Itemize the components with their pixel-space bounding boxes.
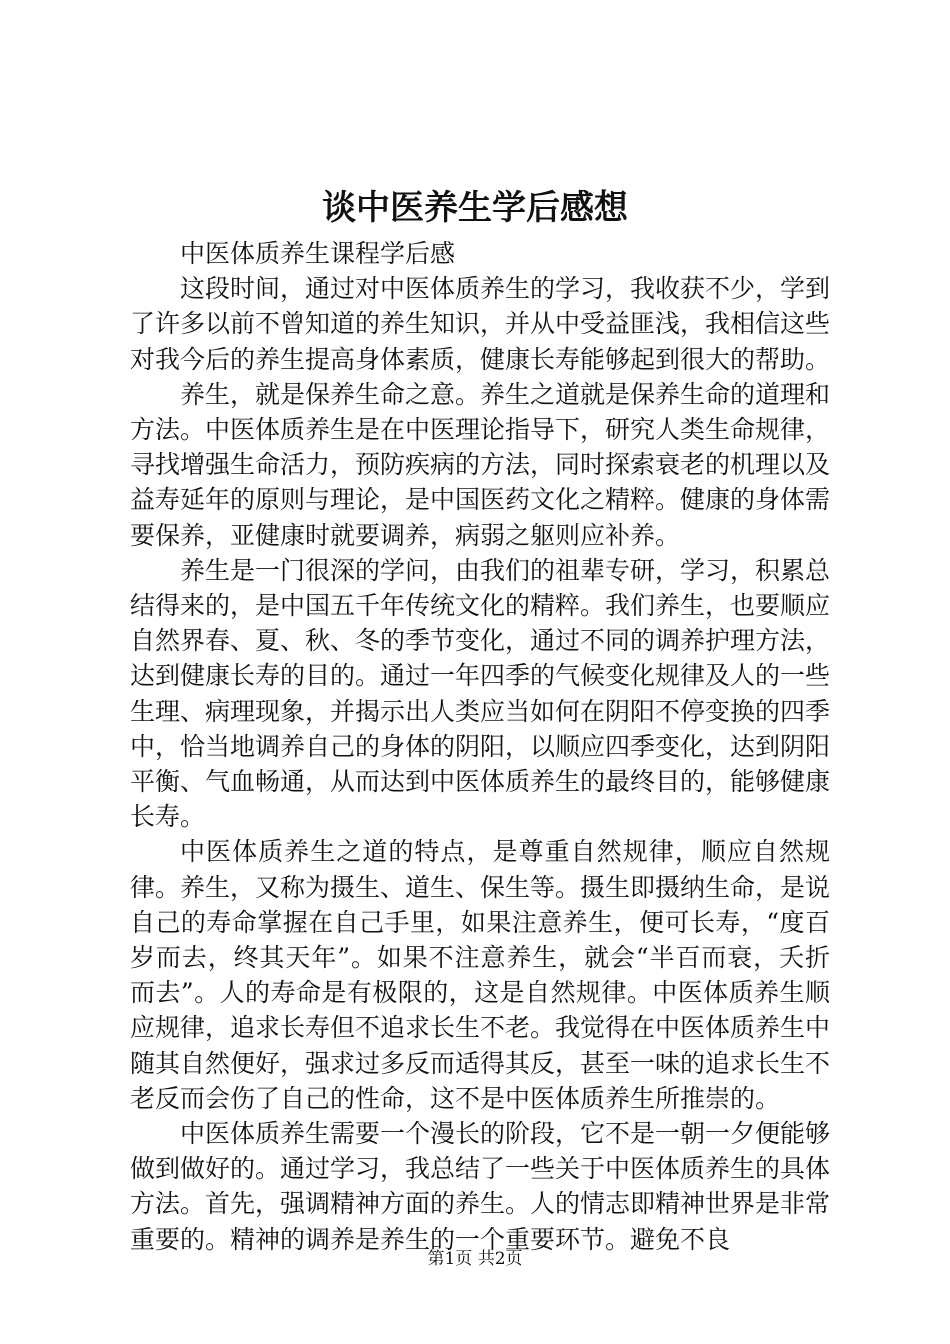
document-title: 谈中医养生学后感想 (322, 188, 628, 228)
body-paragraph-5: 中医体质养生需要一个漫长的阶段，它不是一朝一夕便能够做到做好的。通过学习，我总结了一些关于中医体质养生的具体方法。首先，强调精神方面的养生。人的情志即精神世界是非常重要的。精神的调养是养生的一个重要环节。避免不良 (130, 1119, 831, 1254)
page-number-footer: 第1页 共2页 (427, 1249, 523, 1269)
body-paragraph-1: 这段时间，通过对中医体质养生的学习，我收获不少，学到了许多以前不曾知道的养生知识，并从中受益匪浅，我相信这些对我今后的养生提高身体素质，健康长寿能够起到很大的帮助。 (130, 274, 831, 374)
body-paragraph-2: 养生，就是保养生命之意。养生之道就是保养生命的道理和方法。中医体质养生是在中医理论指导下，研究人类生命规律，寻找增强生命活力，预防疾病的方法，同时探索衰老的机理以及益寿延年的原则与理论，是中国医药文化之精粹。健康的身体需要保养，亚健康时就要调养，病弱之躯则应补养。 (130, 379, 831, 550)
body-paragraph-3: 养生是一门很深的学问，由我们的祖辈专研，学习，积累总结得来的，是中国五千年传统文化的精粹。我们养生，也要顺应自然界春、夏、秋、冬的季节变化，通过不同的调养护理方法，达到健康长寿的目的。通过一年四季的气候变化规律及人的一些生理、病理现象，并揭示出人类应当如何在阴阳不停变换的四季中，恰当地调养自己的身体的阴阳，以顺应四季变化，达到阴阳平衡、气血畅通，从而达到中医体质养生的最终目的，能够健康长寿。 (130, 555, 831, 832)
body-paragraph-4: 中医体质养生之道的特点，是尊重自然规律，顺应自然规律。养生，又称为摄生、道生、保生等。摄生即摄纳生命，是说自己的寿命掌握在自己手里，如果注意养生，便可长寿，“度百岁而去，终其天年”。如果不注意养生，就会“半百而衰，夭折而去”。人的寿命是有极限的，这是自然规律。中医体质养生顺应规律，追求长寿但不追求长生不老。我觉得在中医体质养生中随其自然便好，强求过多反而适得其反，甚至一味的追求长生不老反而会伤了自己的性命，这不是中医体质养生所推崇的。 (130, 837, 831, 1113)
subtitle-paragraph: 中医体质养生课程学后感 (180, 239, 456, 268)
document-body (130, 236, 830, 1257)
